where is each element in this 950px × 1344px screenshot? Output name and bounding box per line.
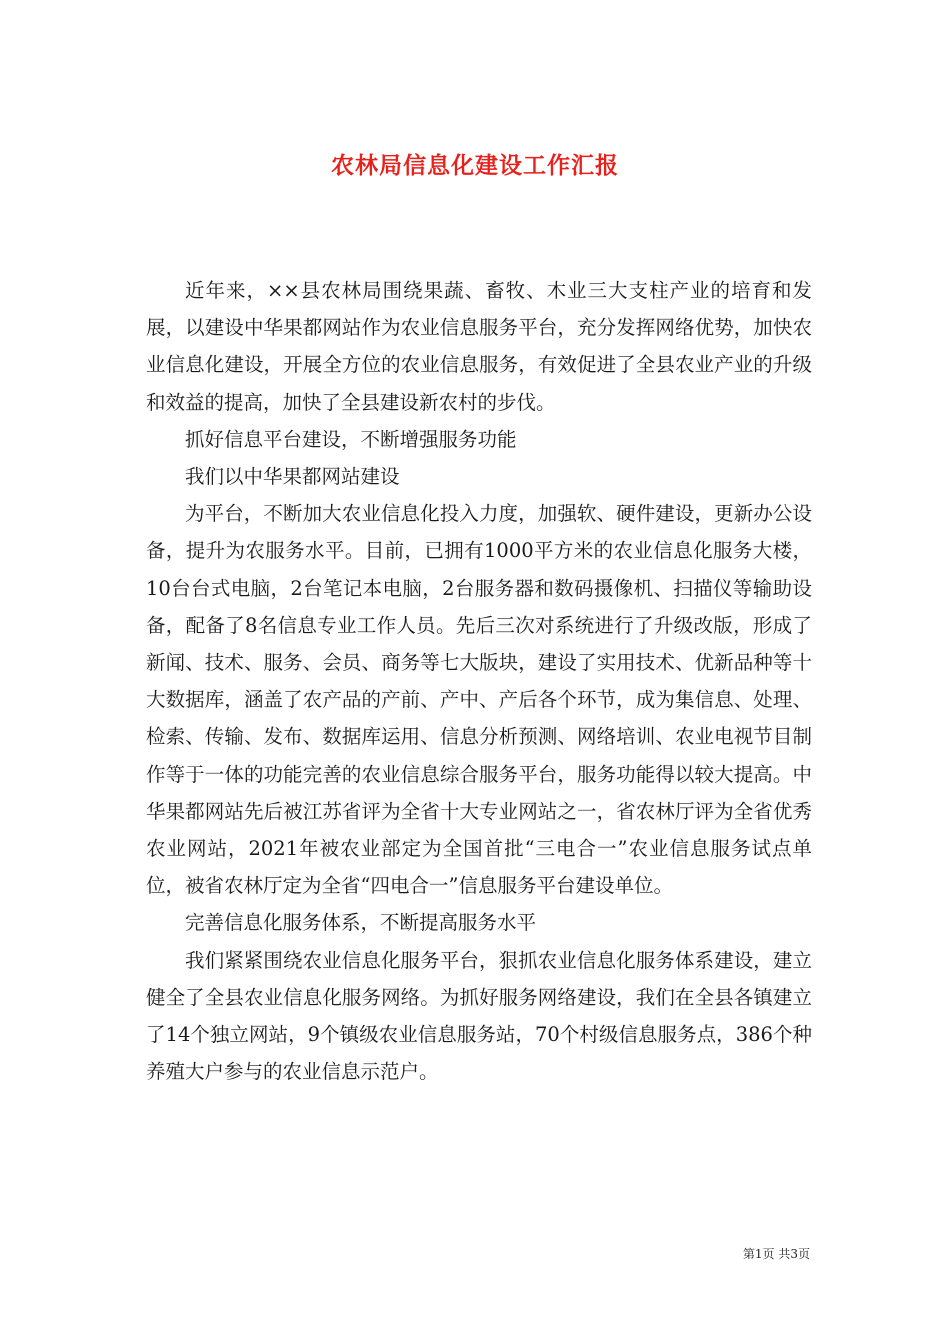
paragraph-service-system: 我们紧紧围绕农业信息化服务平台，狠抓农业信息化服务体系建设，建立健全了全县农业信息化服务网络。为抓好服务网络建设，我们在全县各镇建立了14个独立网站，9个镇级农业信息服务站，70个村级信息服务点，386个种养殖大户参与的农业信息示范户。 <box>146 948 812 1084</box>
section-heading-platform: 抓好信息平台建设，不断增强服务功能 <box>185 427 517 451</box>
paragraph-platform-lead: 我们以中华果都网站建设 <box>185 465 400 489</box>
paragraph-platform-details: 为平台，不断加大农业信息化投入力度，加强软、硬件建设，更新办公设备，提升为农服务水平。目前，已拥有1000平方米的农业信息化服务大楼，10台台式电脑，2台笔记本电脑，2台服务器和数码摄像机、扫描仪等输助设备，配备了8名信息专业工作人员。先后三次对系统进行了升级改版，形成了新闻、技术、服务、会员、商务等七大版块，建设了实用技术、优新品种等十大数据库，涵盖了农产品的产前、产中、产后各个环节，成为集信息、处理、检索、传输、发布、数据库运用、信息分析预测、网络培训、农业电视节目制作等于一体的功能完善的农业信息综合服务平台，服务功能得以较大提高。中华果都网站先后被江苏省评为全省十大专业网站之一，省农林厅评为全省优秀农业网站，2021年被农业部定为全国首批“三电合一”农业信息服务试点单位，被省农林厅定为全省“四电合一”信息服务平台建设单位。 <box>146 502 812 898</box>
page-title: 农林局信息化建设工作汇报 <box>331 152 619 180</box>
paragraph-intro: 近年来，××县农林局围绕果蔬、畜牧、木业三大支柱产业的培育和发展，以建设中华果都网站作为农业信息服务平台，充分发挥网络优势，加快农业信息化建设，开展全方位的农业信息服务，有效促进了全县农业产业的升级和效益的提高，加快了全县建设新农村的步伐。 <box>146 279 812 414</box>
document-body <box>146 272 812 1090</box>
section-heading-service-system: 完善信息化服务体系，不断提高服务水平 <box>185 911 537 935</box>
page-number: 第1页 共3页 <box>742 1247 810 1261</box>
